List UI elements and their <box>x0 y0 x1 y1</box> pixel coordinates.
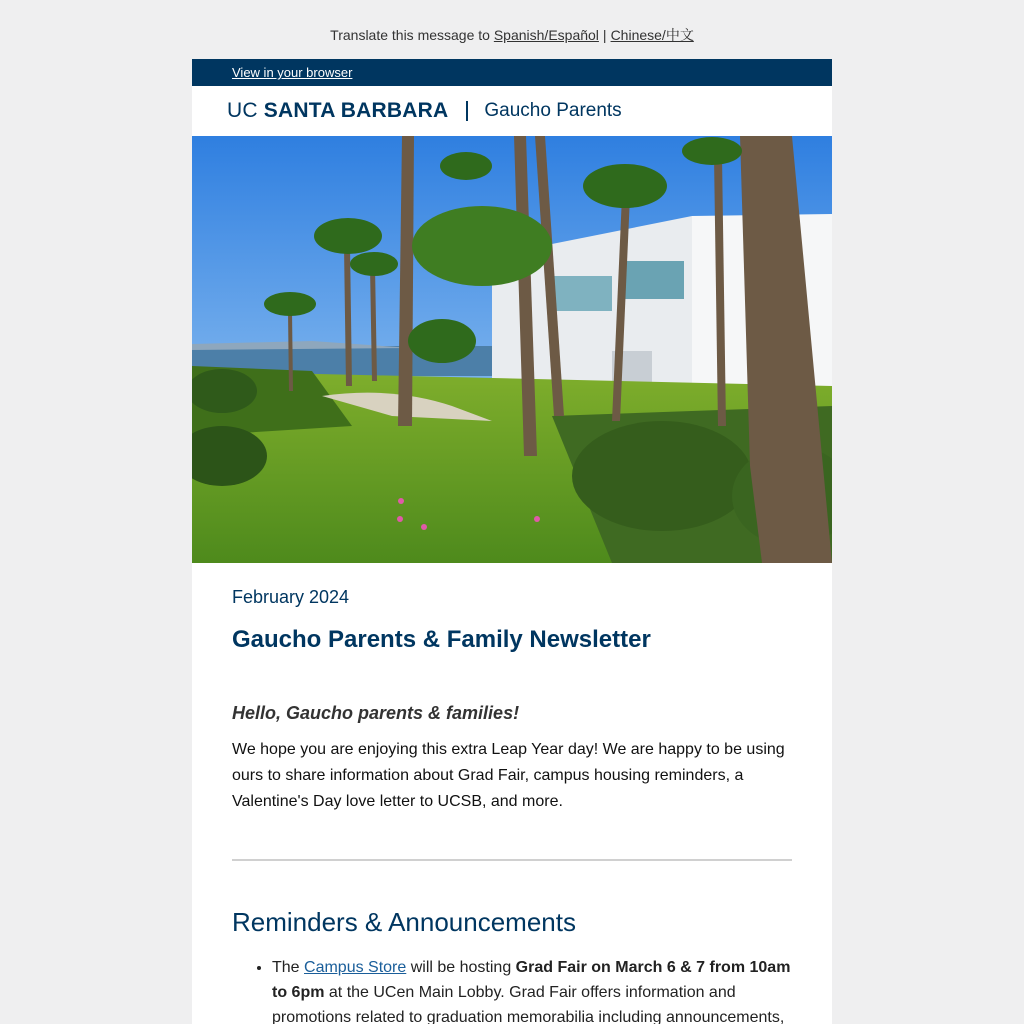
brand-header <box>192 86 832 136</box>
campus-coastal-photo <box>192 136 832 563</box>
logo-santa-barbara: SANTA BARBARA <box>263 99 449 122</box>
list-item <box>272 955 792 1024</box>
logo-uc: UC <box>227 99 258 122</box>
intro-paragraph: We hope you are enjoying this extra Leap Year day! We are happy to be using ours to share information about Grad Fair, campus housing reminders, a Valentine's Day love letter to UCSB, and more. <box>232 741 785 810</box>
newsletter-content <box>192 563 832 1024</box>
translate-prefix: Translate this message to <box>330 26 490 43</box>
view-in-browser-link[interactable]: View in your browser <box>232 65 353 80</box>
issue-date: February 2024 <box>232 587 350 607</box>
hero-image <box>192 136 832 563</box>
reminders-heading: Reminders & Announcements <box>232 907 576 937</box>
spanish-link[interactable]: Spanish/Español <box>493 26 599 43</box>
logo-divider <box>466 101 468 121</box>
section-divider <box>232 859 792 861</box>
gaucho-parents-label: Gaucho Parents <box>484 100 622 121</box>
reminders-list <box>232 955 792 1024</box>
greeting: Hello, Gaucho parents & families! <box>232 703 520 723</box>
campus-store-link[interactable]: Campus Store <box>304 959 407 976</box>
top-bar <box>192 59 832 86</box>
item-text-bold: Grad Fair on March 6 & 7 from 10am to 6pm <box>272 959 791 1001</box>
newsletter-title: Gaucho Parents & Family Newsletter <box>232 626 651 653</box>
email-container <box>192 59 832 1024</box>
item-text-post: at the UCen Main Lobby. Grad Fair offers information and promotions related to graduation memorabilia including announcements, <box>272 984 785 1024</box>
item-text-mid: will be hosting <box>406 959 516 976</box>
ucsb-logo <box>227 99 448 123</box>
chinese-link[interactable]: Chinese/中文 <box>610 26 694 43</box>
translate-separator: | <box>602 26 607 43</box>
translate-bar <box>0 0 1024 59</box>
item-text-pre: The <box>272 959 305 976</box>
